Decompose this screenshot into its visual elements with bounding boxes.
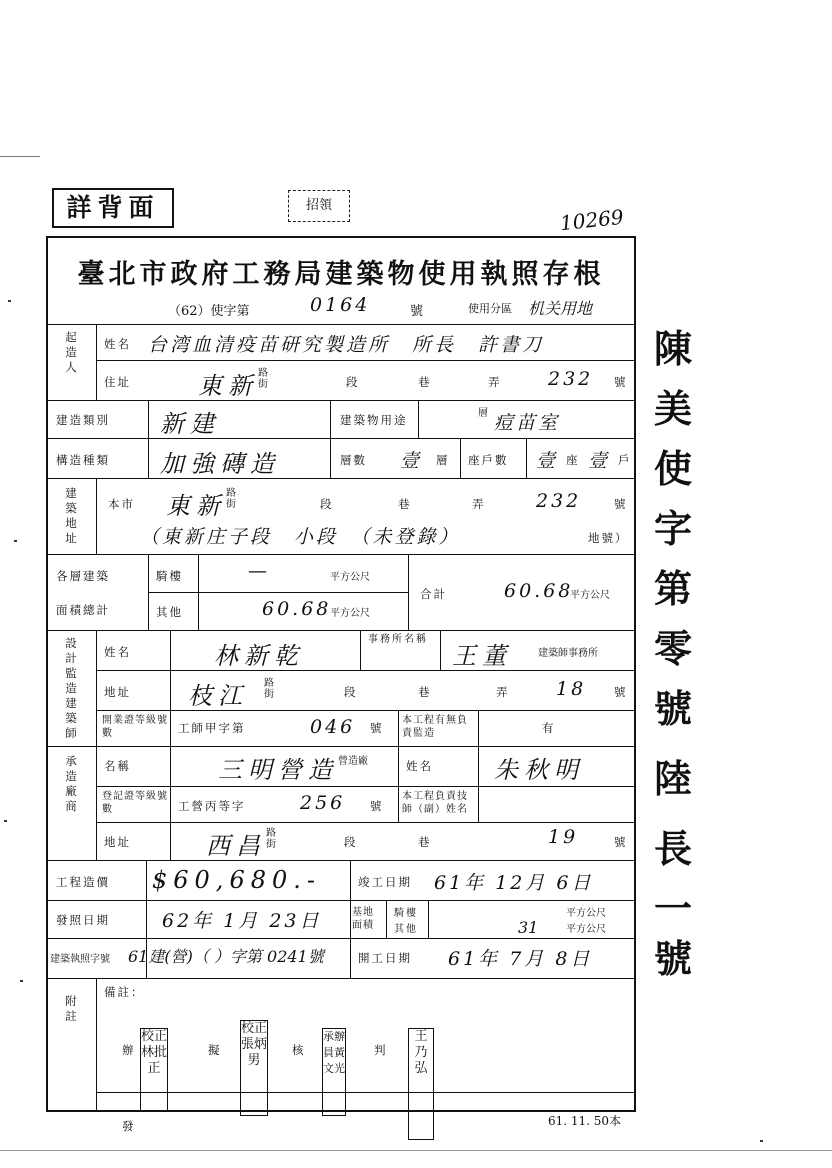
form-print-code: 61. 11. 50本 [548,1114,622,1128]
cost-label: 工程造價 [56,875,110,889]
total-unit: 平方公尺 [570,590,610,601]
arcade-value: — [248,560,270,582]
margin-char: 字 [653,506,692,551]
contractor-number-suffix: 號 [614,835,628,849]
building-type-label: 建造類別 [56,413,110,427]
permit-suffix: 號 [410,304,424,319]
site-section: 段 [320,497,334,511]
applicant-address-label: 住址 [104,375,131,389]
site-lane: 巷 [398,497,412,511]
contractor-group-label: 承造廠商 [65,754,77,813]
margin-char: 長 [653,826,692,871]
site-land-suffix: 地號） [588,531,629,545]
floors-label: 層數 [340,453,367,467]
applicant-number-suffix: 號 [614,375,628,389]
contractor-license-suffix: 號 [370,799,384,813]
architect-license-no: 046 [310,716,356,738]
other-unit: 平方公尺 [330,608,370,619]
applicant-name: 台湾血清疫苗研究製造所 所長 許書刀 [148,334,545,356]
architect-license-label: 開業證等級號數 [102,715,168,739]
house-unit: 戶 [618,453,632,467]
seal-issuer: 王乃弘 [408,1028,434,1140]
completion-date: 61年 12月 6日 [434,872,594,894]
permit-ref-label: 建築執照字號 [50,954,110,965]
contractor-person: 朱秋明 [494,756,584,784]
zoning-label: 使用分區 [468,302,512,315]
contractor-name: 三明營造 [218,756,338,784]
check-label: 核 [292,1043,306,1057]
clerk-label: 辦 [122,1043,136,1057]
site-city: 本市 [108,497,135,511]
applicant-number: 232 [548,368,594,390]
architect-name: 林新乾 [214,642,304,670]
architect-license-suffix: 號 [370,721,384,735]
other-label: 其他 [156,605,183,619]
block-unit: 座 [566,453,580,467]
applicant-lane: 巷 [418,375,432,389]
architect-alley: 弄 [496,685,510,699]
seal-clerk: 承辦員黃文光 [322,1028,346,1116]
approve-label: 判 [374,1043,388,1057]
permit-ref: 61建(營)（ ）字第 0241號 [128,947,324,966]
contractor-person-label: 姓名 [406,759,433,773]
floors-value: 壹 [400,450,423,472]
issue-date: 62年 1月 23日 [162,910,322,932]
margin-char: 陸 [653,756,692,801]
structure-type: 加強磚造 [160,450,280,478]
architect-road-suffix: 路街 [264,678,276,700]
permit-number: 0164 [310,294,371,316]
margin-char: 號 [653,936,692,981]
remarks-note-label: 備註： [104,985,145,999]
margin-char: 一 [653,886,692,931]
site-alley: 弄 [472,497,486,511]
architect-address-label: 地址 [104,685,131,699]
units-block: 壹 [536,450,559,472]
contractor-name-label: 名稱 [104,759,131,773]
building-use-label: 建築物用途 [340,413,408,427]
architect-section: 段 [344,685,358,699]
total-value: 60.68 [504,580,574,602]
handwritten-number: 10269 [558,204,625,236]
site-land: （東新庄子段 小段 （未登錄） [140,526,461,548]
margin-char: 使 [653,446,692,491]
margin-char: 號 [653,686,692,731]
site-group-label: 建築地址 [65,486,77,545]
applicant-section: 段 [346,375,360,389]
contractor-name-suffix: 營造廠 [338,756,368,767]
site-arcade-label: 騎樓 [394,908,418,919]
start-label: 開工日期 [358,951,412,965]
site-other-unit: 平方公尺 [566,924,606,935]
supervise-value: 有 [542,721,556,735]
issuer-label: 發 [122,1119,136,1133]
applicant-road: 東新 [198,372,258,400]
margin-char: 零 [653,626,692,671]
architect-number: 18 [556,678,587,700]
applicant-alley: 弄 [488,375,502,389]
structure-label: 構造種類 [56,453,110,467]
section-tag: 詳背面 [52,188,174,228]
contractor-license-prefix: 工營丙等字 [178,799,246,813]
site-area-label: 基地面積 [352,907,374,931]
building-type: 新建 [160,410,220,438]
arcade-unit: 平方公尺 [330,572,370,583]
building-use: 痘苗室 [494,412,561,434]
office-value: 王董 [452,642,512,670]
received-stamp: 招領 [288,190,350,222]
remarks-side-label: 附註 [65,994,77,1023]
architect-group-label: 設計監造建築師 [65,636,77,740]
margin-char: 美 [653,386,692,431]
applicant-road-suffix: 路街 [258,368,270,390]
site-number-suffix: 號 [614,497,628,511]
arcade-label: 騎樓 [156,569,183,583]
units-house: 壹 [588,450,611,472]
office-suffix: 建築師事務所 [538,648,598,659]
margin-char: 陳 [653,326,692,371]
contractor-license-no: 256 [300,792,346,814]
approval-label: 擬 [208,1043,222,1057]
seal-approval: 校正林批正 [140,1028,168,1112]
permit-prefix: （62）使字第 [168,304,250,319]
building-floor-prefix: 層 [478,408,490,419]
site-number: 232 [536,490,582,512]
supervise-label: 本工程有無負責監造 [402,715,468,739]
architect-license-prefix: 工師甲字第 [178,721,246,735]
area-label-2: 面積總計 [56,603,110,617]
form-title: 臺北市政府工務局建築物使用執照存根 [77,259,605,290]
completion-label: 竣工日期 [358,875,412,889]
issue-label: 發照日期 [56,913,110,927]
seal-check: 校正張炳男 [240,1020,268,1116]
floors-unit: 層 [436,453,450,467]
site-road: 東新 [166,492,226,520]
architect-name-label: 姓名 [104,645,131,659]
architect-lane: 巷 [418,685,432,699]
contractor-lane: 巷 [418,835,432,849]
architect-road: 枝江 [188,682,248,710]
architect-number-suffix: 號 [614,685,628,699]
margin-char: 第 [653,566,692,611]
contractor-road: 西昌 [206,832,266,860]
cost-value: $60,680.- [152,866,321,894]
area-label-1: 各層建築 [56,569,110,583]
total-label: 合計 [420,587,447,601]
contractor-license-label: 登記證等級號數 [102,791,168,815]
contractor-road-suffix: 路街 [266,828,278,850]
contractor-address-label: 地址 [104,835,131,849]
contractor-section: 段 [344,835,358,849]
units-label: 座戶數 [468,453,509,467]
engineer-label: 本工程負責技師（副）姓名 [402,791,468,815]
zoning-value: 机关用地 [528,299,593,318]
applicant-group-label: 起造人 [65,330,77,374]
site-arcade-unit: 平方公尺 [566,908,606,919]
office-label: 事務所名稱 [368,634,428,645]
start-date: 61年 7月 8日 [448,948,593,970]
contractor-number: 19 [548,826,579,848]
site-road-suffix: 路街 [226,488,238,510]
site-other-value: 31 [518,918,539,937]
site-other-label: 其他 [394,924,418,935]
applicant-name-label: 姓名 [104,337,131,351]
other-value: 60.68 [262,598,332,620]
